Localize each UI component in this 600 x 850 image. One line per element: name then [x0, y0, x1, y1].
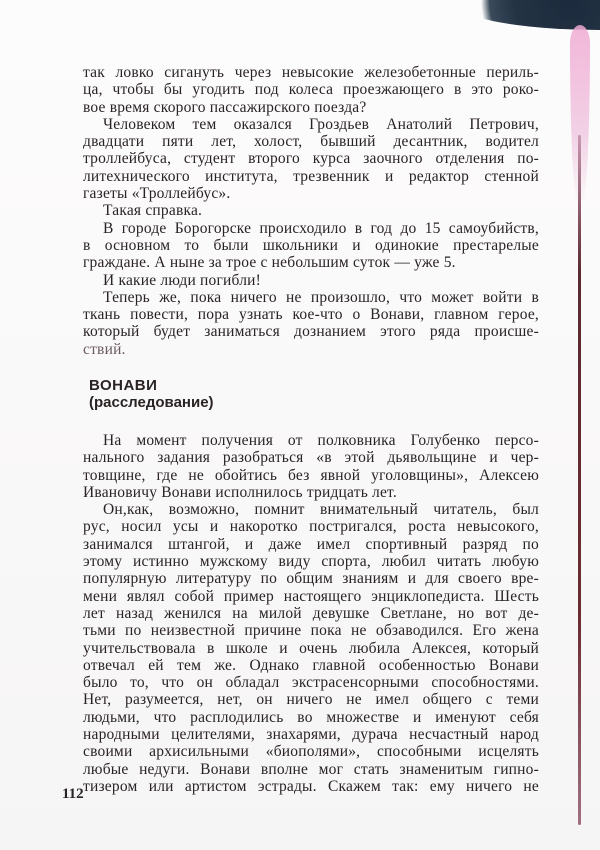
- chapter-title: ВОНАВИ: [89, 377, 158, 394]
- text-line: людьми, что расплодились во множестве и именуют себя: [83, 708, 539, 726]
- text-line: занимался штангой, и даже имел спортивный разряд по: [83, 535, 539, 553]
- text-line: В городе Борогорске происходило в год до 15 самоубийств,: [103, 219, 539, 237]
- text-line: тизером или артистом эстрады. Скажем так: ему ничего не: [83, 777, 539, 795]
- text-line: ца, чтобы бы угодить под колеса проезжающего в это роко-: [83, 81, 539, 99]
- text-line: рус, носил усы и накоротко постригался, роста невысокого,: [83, 518, 539, 536]
- text-line: газеты «Троллейбус».: [83, 185, 231, 203]
- text-line: отвечал ей тем же. Однако главной особенностью Вонави: [83, 656, 539, 674]
- text-line: ствий.: [83, 340, 126, 358]
- text-line: нального задания разобраться «в этой дьявольщине и чер-: [83, 449, 539, 467]
- spine-line: [578, 135, 581, 825]
- text-line: любые недуги. Вонави вполне мог стать знаменитым гипно-: [83, 760, 539, 778]
- text-line: вое время скорого пассажирского поезда?: [83, 98, 367, 116]
- text-line: мени являл собой пример настоящего энциклопедиста. Шесть: [83, 587, 539, 605]
- page-number: 112: [62, 786, 84, 802]
- text-line: тьми по неизвестной причине пока не обзаводился. Его жена: [83, 622, 539, 640]
- text-line: учительствовала в школе и очень любила Алексея, который: [83, 639, 539, 657]
- text-line: так ловко сигануть через невысокие железобетонные периль-: [83, 64, 539, 81]
- text-line: И какие люди погибли!: [103, 271, 261, 289]
- text-section-bottom: [83, 432, 539, 795]
- text-line: На момент получения от полковника Голубенко персо-: [103, 432, 539, 449]
- text-line: Нет, разумеется, нет, он ничего не имел общего с теми: [83, 691, 539, 709]
- text-line: Ивановичу Вонави исполнилось тридцать лет.: [83, 483, 397, 501]
- text-line: популярную литературу по общим знаниям и для своего вре-: [83, 570, 539, 588]
- text-line: народными целителями, знахарями, дурача несчастный народ: [83, 726, 539, 744]
- text-line: в основном то были школьники и одинокие престарелые: [83, 236, 539, 254]
- chapter-heading: [89, 377, 214, 412]
- text-line: троллейбуса, студент второго курса заочного отделения по-: [83, 150, 539, 168]
- text-line: Такая справка.: [103, 202, 203, 220]
- book-spine-edge: [570, 25, 590, 825]
- text-line: литехнического института, трезвенник и редактор стенной: [83, 167, 539, 185]
- text-line: который будет заниматься дознанием этого ряда происше-: [83, 323, 539, 341]
- text-line: Он,как, возможно, помнит внимательный читатель, был: [103, 501, 539, 519]
- chapter-subtitle: (расследование): [89, 394, 214, 411]
- text-line: двадцати пяти лет, холост, бывший десантник, водител: [83, 133, 539, 151]
- text-line: граждане. А ныне за трое с небольшим суток — уже 5.: [83, 254, 456, 272]
- text-line: своими архисильными «биополями», способными исцелять: [83, 743, 539, 761]
- text-line: этому истинно мужскому виду спорта, любил читать любую: [83, 553, 539, 571]
- text-line: ткань повести, пора узнать кое-что о Вонави, главном герое,: [83, 306, 539, 324]
- text-line: Человеком тем оказался Гроздьев Анатолий Петрович,: [103, 115, 539, 133]
- text-line: Теперь же, пока ничего не произошло, что может войти в: [103, 288, 539, 306]
- text-line: было то, что он обладал экстрасенсорными способностями.: [83, 674, 539, 692]
- text-section-top: [83, 64, 539, 358]
- text-line: товщине, где не обойтись без явной уголовщины», Алексею: [83, 466, 539, 484]
- text-line: лет назад женился на милой девушке Светлане, но вот де-: [83, 604, 539, 622]
